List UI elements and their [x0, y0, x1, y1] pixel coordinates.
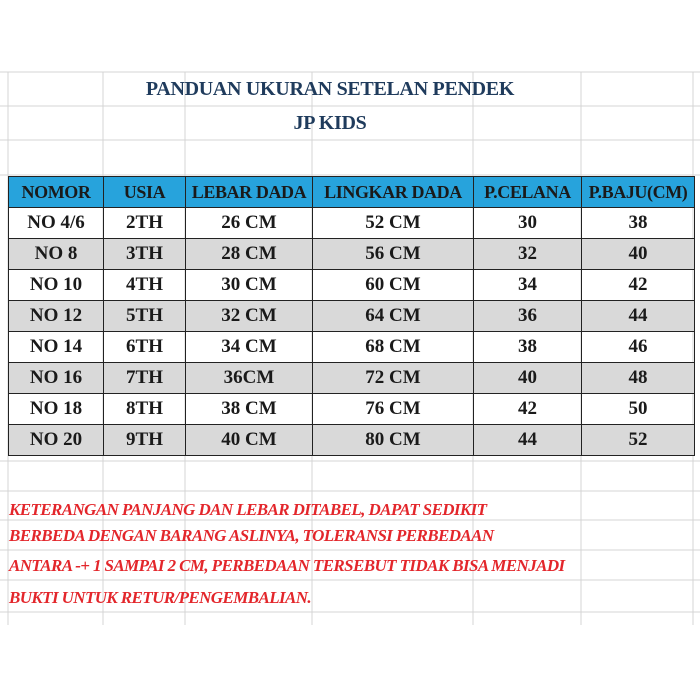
cell-lingkar-dada: 80 CM	[313, 425, 474, 456]
cell-nomor: NO 10	[9, 270, 104, 301]
note-line: ANTARA -+ 1 SAMPAI 2 CM, PERBEDAAN TERSEBUT TIDAK BISA MENJADI	[9, 556, 565, 575]
cell-nomor: NO 14	[9, 332, 104, 363]
note-line: BERBEDA DENGAN BARANG ASLINYA, TOLERANSI PERBEDAAN	[9, 526, 494, 545]
header-lingkar-dada: LINGKAR DADA	[313, 177, 474, 208]
cell-p-celana: 38	[474, 332, 582, 363]
cell-usia: 2TH	[104, 208, 186, 239]
note-line: KETERANGAN PANJANG DAN LEBAR DITABEL, DAPAT SEDIKIT	[9, 500, 487, 519]
cell-lebar-dada: 32 CM	[186, 301, 313, 332]
cell-p-celana: 42	[474, 394, 582, 425]
cell-usia: 3TH	[104, 239, 186, 270]
cell-lingkar-dada: 72 CM	[313, 363, 474, 394]
table-header-row	[9, 177, 695, 208]
cell-lebar-dada: 30 CM	[186, 270, 313, 301]
header-usia: USIA	[104, 177, 186, 208]
table-row	[9, 301, 695, 332]
table-row	[9, 394, 695, 425]
cell-usia: 4TH	[104, 270, 186, 301]
cell-p-baju: 40	[582, 239, 695, 270]
cell-usia: 5TH	[104, 301, 186, 332]
cell-usia: 7TH	[104, 363, 186, 394]
cell-lingkar-dada: 76 CM	[313, 394, 474, 425]
cell-lingkar-dada: 56 CM	[313, 239, 474, 270]
cell-usia: 9TH	[104, 425, 186, 456]
note-line: BUKTI UNTUK RETUR/PENGEMBALIAN.	[9, 588, 312, 607]
cell-lebar-dada: 34 CM	[186, 332, 313, 363]
cell-p-celana: 44	[474, 425, 582, 456]
cell-nomor: NO 8	[9, 239, 104, 270]
table-row	[9, 363, 695, 394]
cell-p-baju: 44	[582, 301, 695, 332]
table-row	[9, 239, 695, 270]
cell-p-baju: 42	[582, 270, 695, 301]
cell-p-celana: 36	[474, 301, 582, 332]
cell-nomor: NO 12	[9, 301, 104, 332]
cell-p-baju: 38	[582, 208, 695, 239]
cell-p-celana: 34	[474, 270, 582, 301]
cell-p-celana: 30	[474, 208, 582, 239]
header-lebar-dada: LEBAR DADA	[186, 177, 313, 208]
cell-lingkar-dada: 68 CM	[313, 332, 474, 363]
cell-usia: 6TH	[104, 332, 186, 363]
cell-p-baju: 46	[582, 332, 695, 363]
cell-lebar-dada: 26 CM	[186, 208, 313, 239]
cell-lebar-dada: 36CM	[186, 363, 313, 394]
cell-lingkar-dada: 52 CM	[313, 208, 474, 239]
cell-p-celana: 32	[474, 239, 582, 270]
cell-p-baju: 48	[582, 363, 695, 394]
table-row	[9, 332, 695, 363]
header-nomor: NOMOR	[9, 177, 104, 208]
cell-nomor: NO 18	[9, 394, 104, 425]
table-row	[9, 425, 695, 456]
cell-nomor: NO 20	[9, 425, 104, 456]
brand-subtitle: JP KIDS	[293, 112, 367, 134]
cell-lebar-dada: 40 CM	[186, 425, 313, 456]
header-p-celana: P.CELANA	[474, 177, 582, 208]
header-p-baju: P.BAJU(CM)	[582, 177, 695, 208]
cell-usia: 8TH	[104, 394, 186, 425]
cell-lingkar-dada: 64 CM	[313, 301, 474, 332]
cell-p-baju: 50	[582, 394, 695, 425]
size-chart-table	[8, 176, 695, 456]
cell-lingkar-dada: 60 CM	[313, 270, 474, 301]
cell-nomor: NO 4/6	[9, 208, 104, 239]
cell-p-baju: 52	[582, 425, 695, 456]
cell-lebar-dada: 28 CM	[186, 239, 313, 270]
table-row	[9, 270, 695, 301]
cell-nomor: NO 16	[9, 363, 104, 394]
page-title: PANDUAN UKURAN SETELAN PENDEK	[145, 78, 515, 100]
cell-p-celana: 40	[474, 363, 582, 394]
table-row	[9, 208, 695, 239]
cell-lebar-dada: 38 CM	[186, 394, 313, 425]
